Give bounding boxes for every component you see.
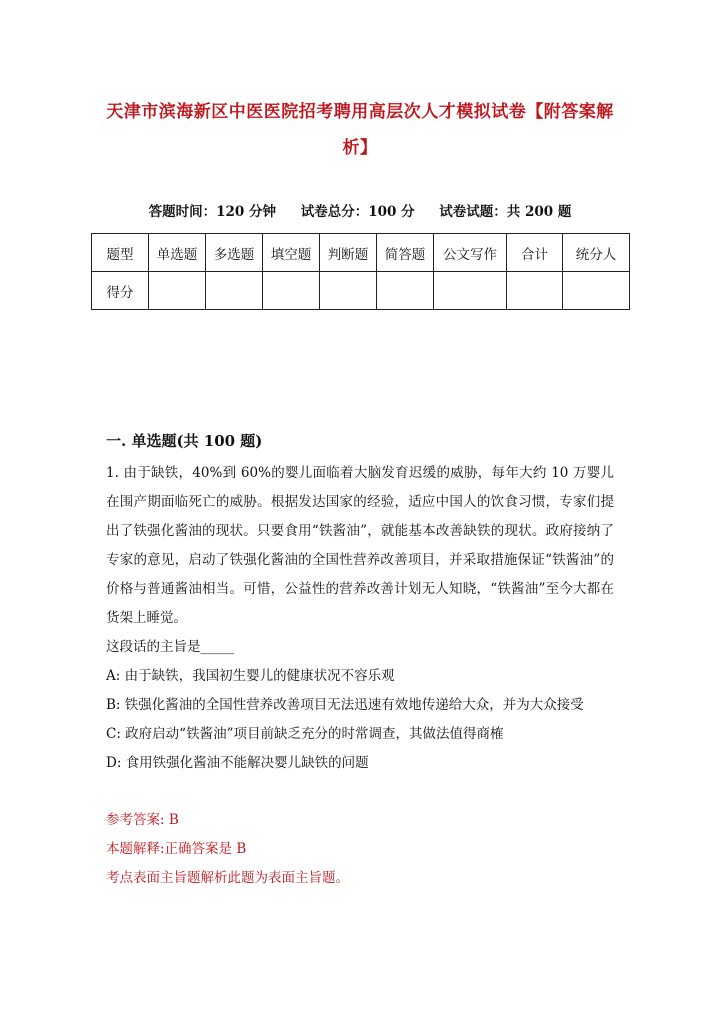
exam-question-count: 试卷试题：共 200 题 <box>439 204 572 220</box>
option-b: B: 铁强化酱油的全国性营养改善项目无法迅速有效地传递给大众，并为大众接受 <box>106 697 584 713</box>
score-cell <box>434 272 507 310</box>
option-d: D: 食用铁强化酱油不能解决婴儿缺铁的问题 <box>106 755 369 771</box>
header-cell: 统分人 <box>563 234 630 272</box>
note-line: 考点表面主旨题解析此题为表面主旨题。 <box>106 870 349 886</box>
header-cell: 合计 <box>507 234 563 272</box>
score-cell <box>507 272 563 310</box>
question-block <box>106 459 614 893</box>
spacer <box>106 778 614 806</box>
score-cell <box>563 272 630 310</box>
score-table <box>91 233 630 310</box>
exam-time: 答题时间：120 分钟 <box>148 204 276 220</box>
document-title: 天津市滨海新区中医医院招考聘用高层次人才模拟试卷【附答案解析】 <box>106 102 614 158</box>
score-cell <box>377 272 434 310</box>
option-a: A: 由于缺铁，我国初生婴儿的健康状况不容乐观 <box>106 668 395 684</box>
section-title: 一. 单选题(共 100 题) <box>106 432 263 450</box>
header-cell: 简答题 <box>377 234 434 272</box>
score-cell <box>206 272 263 310</box>
score-table-header-row <box>92 234 630 272</box>
score-cell <box>320 272 377 310</box>
question-prompt: 这段话的主旨是_____ <box>106 639 235 655</box>
header-cell: 判断题 <box>320 234 377 272</box>
score-cell <box>263 272 320 310</box>
score-table-score-row <box>92 272 630 310</box>
question-stem: 1. 由于缺铁，40%到 60%的婴儿面临着大脑发育迟缓的威胁，每年大约 10 万婴儿在围产期面临死亡的威胁。根据发达国家的经验，适应中国人的饮食习惯，专家们提出了铁强化酱油的现状。只要食用“铁酱油”，就能基本改善缺铁的现状。政府接纳了专家的意见，启动了铁强化酱油的全国性营养改善项目，并采取措施保证“铁酱油”的价格与普通酱油相当。可惜，公益性的营养改善计划无人知晓，“铁酱油”至今大都在货架上睡觉。 <box>106 465 614 626</box>
exam-meta <box>0 200 720 220</box>
header-cell: 填空题 <box>263 234 320 272</box>
header-cell: 单选题 <box>149 234 206 272</box>
header-cell: 多选题 <box>206 234 263 272</box>
row-label-cell: 得分 <box>92 272 149 310</box>
explanation-line: 本题解释:正确答案是 B <box>106 841 247 857</box>
score-cell <box>149 272 206 310</box>
answer-line: 参考答案: B <box>106 812 179 828</box>
option-c: C: 政府启动“铁酱油”项目前缺乏充分的时常调查，其做法值得商榷 <box>106 726 504 742</box>
header-cell: 题型 <box>92 234 149 272</box>
exam-total-score: 试卷总分：100 分 <box>300 204 415 220</box>
header-cell: 公文写作 <box>434 234 507 272</box>
